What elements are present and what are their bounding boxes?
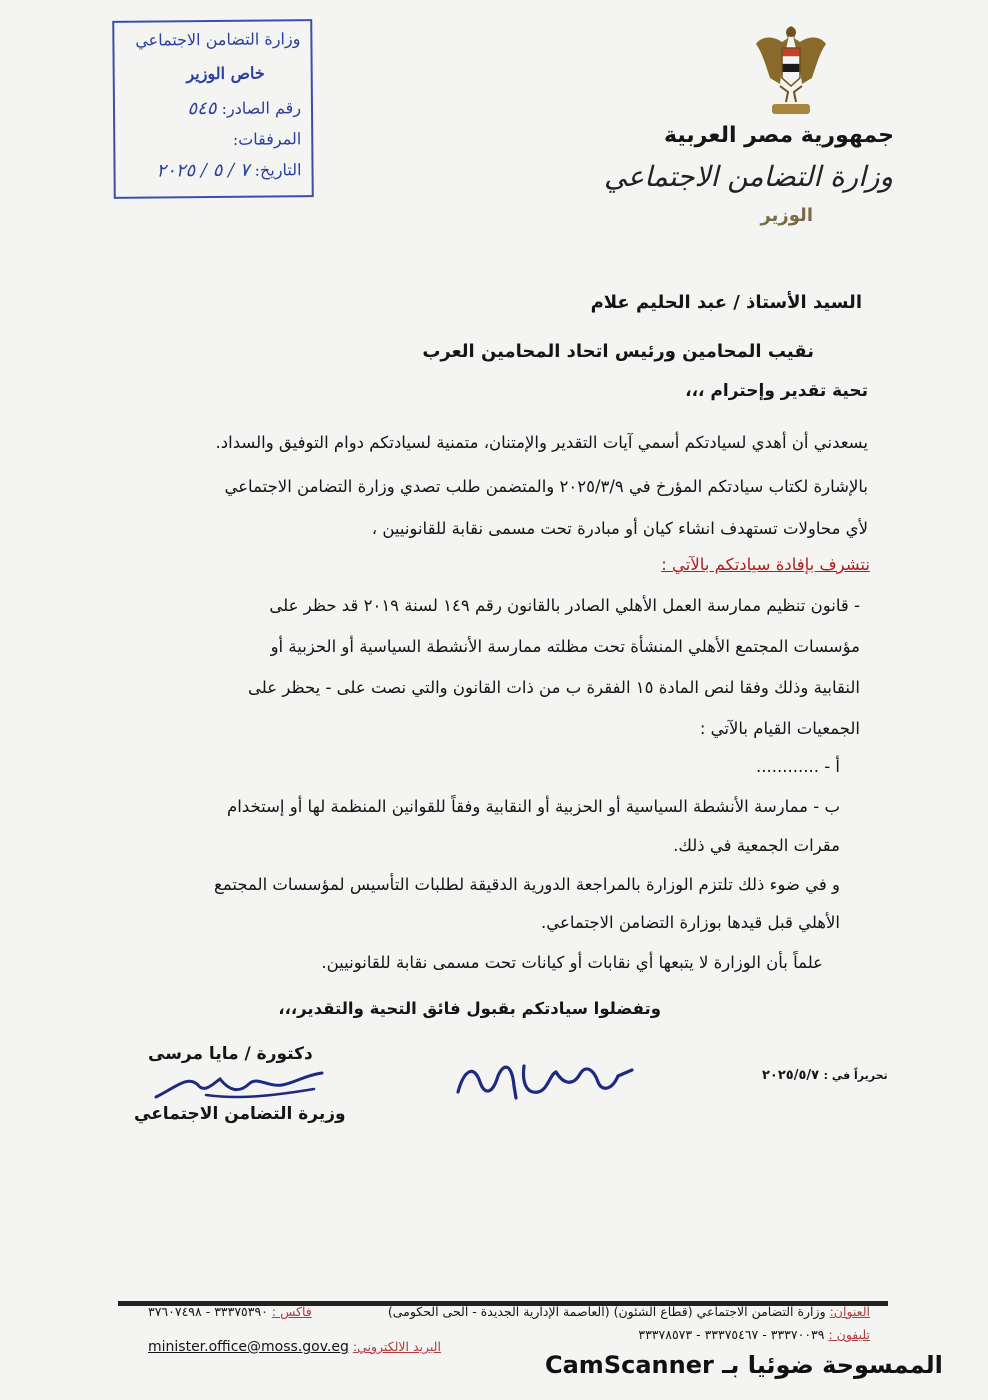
greeting: تحية تقدير وإحترام ،،، — [685, 381, 868, 401]
paragraph-2-line-2: لأي محاولات تستهدف انشاء كيان أو مبادرة تحت مسمى نقابة للقانونيين ، — [371, 519, 868, 538]
bullet-1-line-2: مؤسسات المجتمع الأهلي المنشأة تحت مظلته ممارسة الأنشطة السياسية أو الحزبية أو — [270, 637, 860, 656]
item-b-line-1: ب - ممارسة الأنشطة السياسية أو الحزبية أو النقابية وفقاً للقوانين المنظمة لها أو إستخدام — [227, 797, 840, 816]
item-b-line-2: مقرات الجمعية في ذلك. — [673, 836, 840, 855]
issue-date — [762, 1068, 888, 1083]
issue-date-value: ٢٠٢٥/٥/٧ — [762, 1068, 820, 1083]
signature-scribble-center-icon — [452, 1052, 642, 1104]
signature-scribble-left-icon — [146, 1065, 336, 1107]
addressee-name: السيد الأستاذ / عبد الحليم علام — [590, 292, 862, 313]
stamp-outgoing — [187, 97, 301, 119]
signer-role: وزيرة التضامن الاجتماعي — [134, 1104, 346, 1124]
footer-address — [388, 1304, 870, 1319]
footer-address-value: وزارة التضامن الاجتماعي (قطاع الشئون) (العاصمة الإدارية الجديدة - الحى الحكومى) — [387, 1304, 826, 1319]
footer-email-label: البريد الالكتروني: — [352, 1339, 441, 1354]
addressee-title: نقيب المحامين ورئيس اتحاد المحامين العرب — [422, 341, 814, 362]
paragraph-1: يسعدني أن أهدي لسيادتكم أسمي آيات التقدير والإمتنان، متمنية لسيادتكم دوام التوفيق والسداد. — [215, 433, 868, 452]
footer-phone-value: ٣٣٣٧٠٠٣٩ - ٣٣٣٧٥٤٦٧ - ٣٣٣٧٨٥٧٣ — [638, 1327, 825, 1342]
stamp-date-label: التاريخ: — [254, 160, 302, 180]
closing: وتفضلوا سيادتكم بقبول فائق التحية والتقدير،،، — [278, 999, 661, 1018]
republic-title: جمهورية مصر العربية — [664, 123, 894, 148]
paragraph-3-line-2: الأهلي قبل قيدها بوزارة التضامن الاجتماعي. — [541, 913, 840, 932]
stamp-date — [156, 159, 301, 181]
stamp-attachments-label: المرفقات: — [232, 129, 302, 149]
footer-email — [148, 1339, 441, 1355]
footer-phone — [638, 1327, 870, 1342]
stamp-outgoing-label: رقم الصادر: — [221, 98, 302, 118]
footer-email-value: minister.office@moss.gov.eg — [148, 1339, 349, 1355]
camscanner-watermark: الممسوحة ضوئيا بـ CamScanner — [545, 1351, 943, 1379]
paragraph-2-line-1: بالإشارة لكتاب سيادتكم المؤرخ في ٢٠٢٥/٣/٩ والمتضمن طلب تصدي وزارة التضامن الاجتماعي — [224, 477, 868, 496]
stamp-ministry: وزارة التضامن الاجتماعي — [135, 29, 301, 50]
bullet-1-line-3: النقابية وذلك وفقا لنص المادة ١٥ الفقرة ب من ذات القانون والتي نصت على - يحظر على — [248, 678, 860, 697]
ministry-stamp — [112, 19, 314, 199]
paragraph-3-line-1: و في ضوء ذلك تلتزم الوزارة بالمراجعة الدورية الدقيقة لطلبات التأسيس لمؤسسات المجتمع — [214, 875, 840, 894]
issue-date-label: تحريراً في : — [823, 1069, 888, 1082]
ministry-title: وزارة التضامن الاجتماعي — [604, 160, 893, 193]
minister-label: الوزير — [760, 205, 813, 226]
stamp-office: خاص الوزير — [186, 63, 265, 84]
bullet-1-line-4: الجمعيات القيام بالآتي : — [699, 719, 860, 738]
footer-address-label: العنوان: — [829, 1304, 870, 1319]
footer-fax-value: ٣٣٣٧٥٣٩٠ - ٣٧٦٠٧٤٩٨ — [148, 1304, 268, 1319]
stamp-outgoing-value: ٥٤٥ — [187, 97, 217, 120]
stamp-date-value: ٧ / ٥ / ٢٠٢٥ — [156, 159, 250, 182]
bullet-1-line-1: - قانون تنظيم ممارسة العمل الأهلي الصادر بالقانون رقم ١٤٩ لسنة ٢٠١٩ قد حظر على — [269, 596, 860, 615]
footer-phone-label: تليفون : — [828, 1327, 870, 1342]
footer-fax-label: فاكس : — [271, 1304, 312, 1319]
notice-heading: نتشرف بإفادة سيادتكم بالآتي : — [661, 555, 870, 574]
eagle-emblem-icon — [752, 22, 830, 122]
footer-fax — [148, 1304, 312, 1319]
item-a: أ - ............ — [756, 757, 840, 776]
signer-name: دكتورة / مايا مرسى — [148, 1044, 313, 1064]
paragraph-4: علماً بأن الوزارة لا يتبعها أي نقابات أو كيانات تحت مسمى نقابة للقانونيين. — [321, 953, 823, 972]
